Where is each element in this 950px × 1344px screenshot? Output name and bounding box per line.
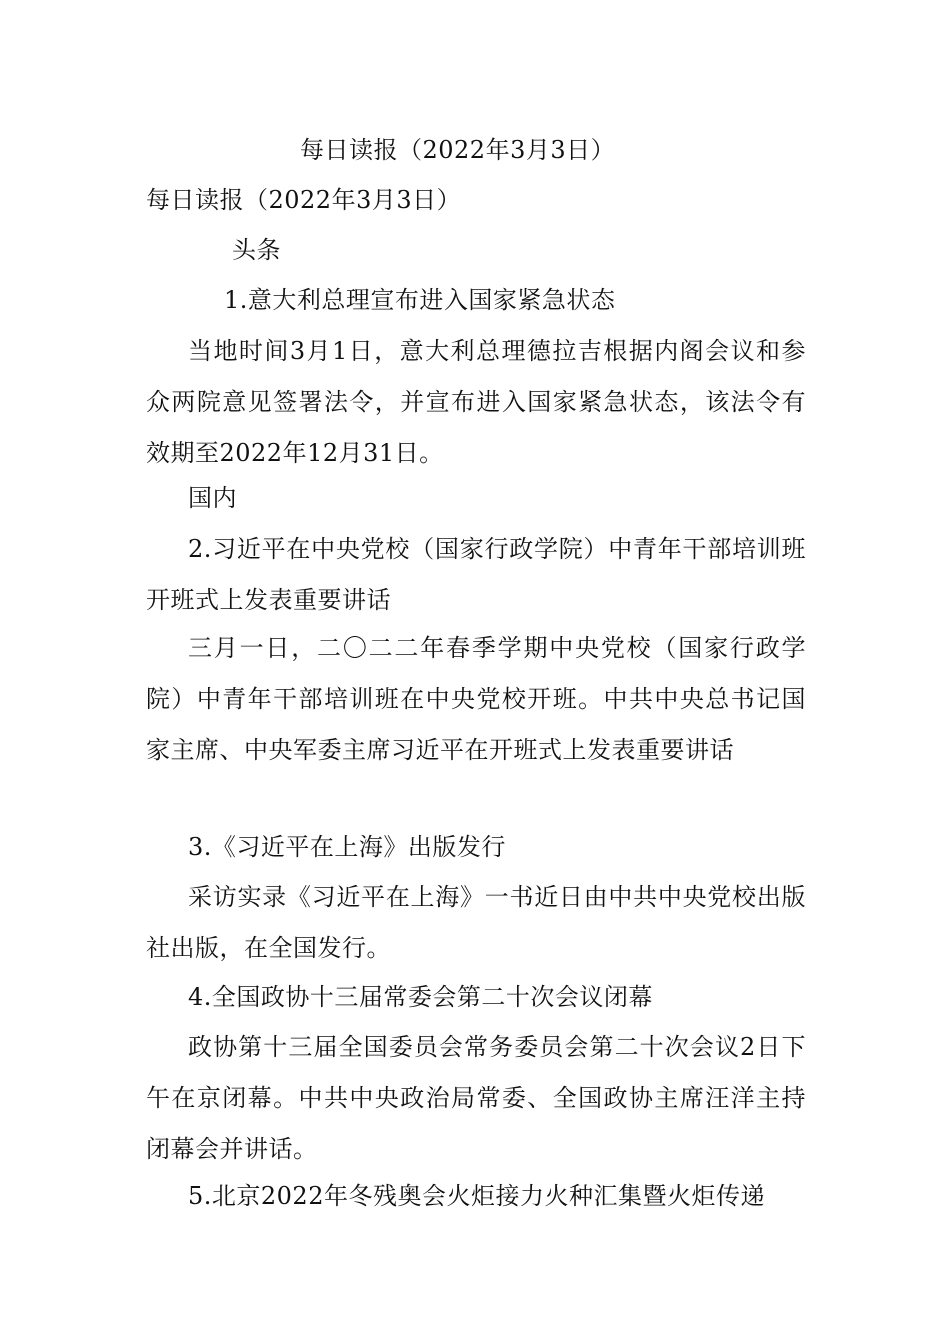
item-2-title: 2.习近平在中央党校（国家行政学院）中青年干部培训班开班式上发表重要讲话: [146, 535, 806, 614]
item-4-body: 政协第十三届全国委员会常务委员会第二十次会议2日下午在京闭幕。中共中央政治局常委、全国政协主席汪洋主持闭幕会并讲话。: [146, 1033, 806, 1163]
section-headline: 头条: [232, 236, 281, 264]
item-3-title: 3.《习近平在上海》出版发行: [188, 833, 506, 861]
section-domestic: 国内: [188, 484, 237, 512]
item-4-title: 4.全国政协十三届常委会第二十次会议闭幕: [188, 983, 653, 1011]
item-1-body: 当地时间3月1日，意大利总理德拉吉根据内阁会议和参众两院意见签署法令，并宣布进入国家紧急状态，该法令有效期至2022年12月31日。: [146, 337, 806, 467]
item-2-body: 三月一日，二〇二二年春季学期中央党校（国家行政学院）中青年干部培训班在中央党校开班。中共中央总书记国家主席、中央军委主席习近平在开班式上发表重要讲话: [146, 634, 806, 764]
document-subtitle: 每日读报（2022年3月3日）: [146, 186, 462, 214]
document-title: 每日读报（2022年3月3日）: [300, 136, 616, 164]
item-1-title: 1.意大利总理宣布进入国家紧急状态: [224, 286, 616, 314]
item-3-body: 采访实录《习近平在上海》一书近日由中共中央党校出版社出版，在全国发行。: [146, 883, 806, 962]
item-5-title: 5.北京2022年冬残奥会火炬接力火种汇集暨火炬传递: [188, 1182, 765, 1210]
